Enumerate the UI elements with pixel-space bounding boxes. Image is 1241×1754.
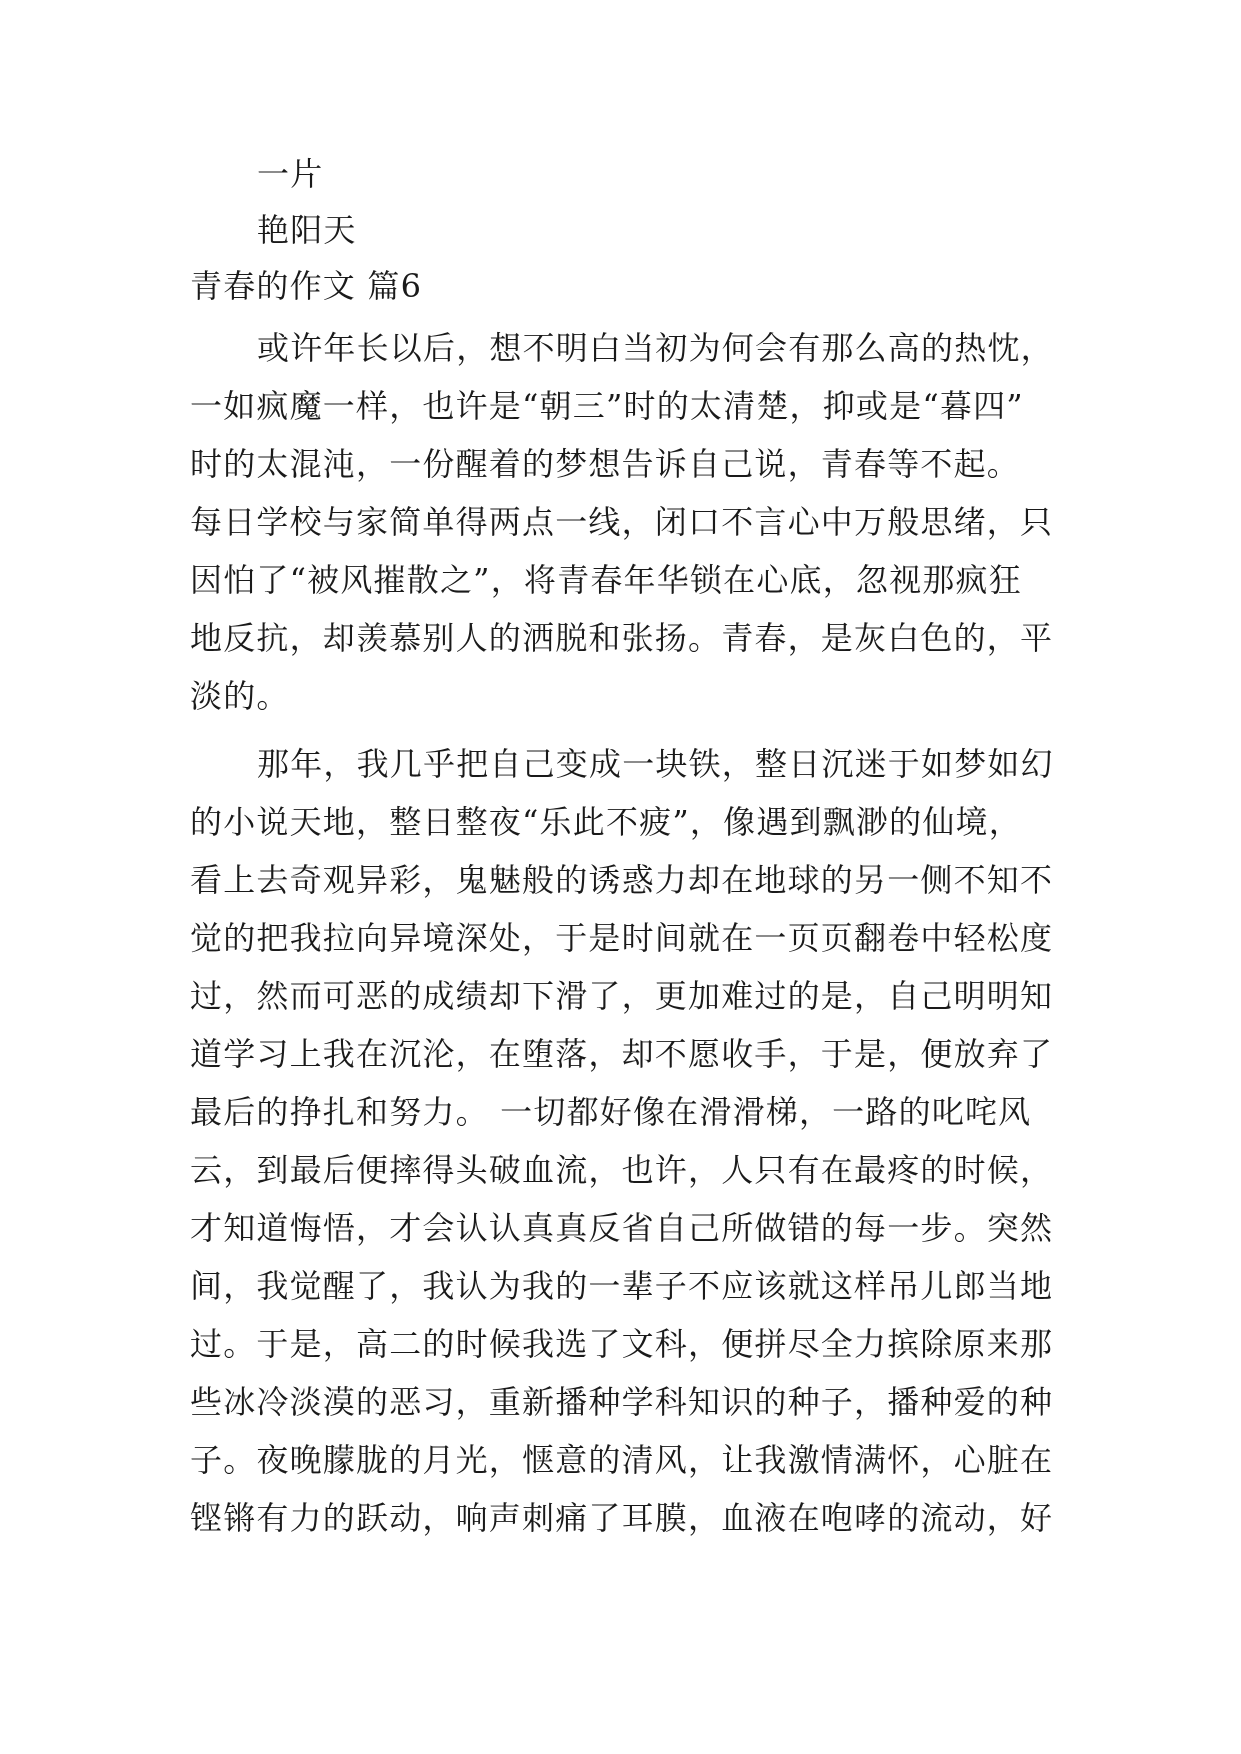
paragraph-line: 因怕了“被风摧散之”，将青春年华锁在心底，忽视那疯狂 (190, 561, 1022, 599)
paragraph-line: 每日学校与家简单得两点一线，闭口不言心中万般思绪，只 (190, 503, 1054, 541)
paragraph-line: 过，然而可恶的成绩却下滑了，更加难过的是，自己明明知 (190, 977, 1054, 1015)
paragraph-line: 看上去奇观异彩，鬼魅般的诱惑力却在地球的另一侧不知不 (190, 861, 1054, 899)
paragraph-line: 时的太混沌，一份醒着的梦想告诉自己说，青春等不起。 (190, 445, 1021, 483)
poem-line: 一片 (257, 155, 324, 193)
paragraph-line: 云，到最后便摔得头破血流，也许，人只有在最疼的时候， (190, 1151, 1054, 1189)
paragraph-line: 一如疯魔一样，也许是“朝三”时的太清楚，抑或是“暮四” (190, 387, 1024, 425)
paragraph-line: 铿锵有力的跃动，响声刺痛了耳膜，血液在咆哮的流动，好 (190, 1499, 1054, 1537)
poem-line: 艳阳天 (257, 211, 357, 249)
paragraph-line: 间，我觉醒了，我认为我的一辈子不应该就这样吊儿郎当地 (190, 1267, 1054, 1305)
paragraph-line: 那年，我几乎把自己变成一块铁，整日沉迷于如梦如幻 (257, 745, 1054, 783)
paragraph-line: 些冰冷淡漠的恶习，重新播种学科知识的种子，播种爱的种 (190, 1383, 1054, 1421)
paragraph-line: 最后的挣扎和努力。 一切都好像在滑滑梯，一路的叱咤风 (190, 1093, 1032, 1131)
paragraph-line: 或许年长以后，想不明白当初为何会有那么高的热忱， (257, 329, 1054, 367)
paragraph-line: 道学习上我在沉沦，在堕落，却不愿收手，于是，便放弃了 (190, 1035, 1054, 1073)
paragraph-line: 淡的。 (190, 677, 290, 715)
paragraph-line: 的小说天地，整日整夜“乐此不疲”，像遇到飘渺的仙境， (190, 803, 1022, 841)
paragraph-line: 才知道悔悟，才会认认真真反省自己所做错的每一步。突然 (190, 1209, 1054, 1247)
paragraph-line: 觉的把我拉向异境深处，于是时间就在一页页翻卷中轻松度 (190, 919, 1054, 957)
paragraph-line: 过。于是，高二的时候我选了文科，便拼尽全力摈除原来那 (190, 1325, 1054, 1363)
section-title: 青春的作文 篇6 (190, 267, 423, 305)
paragraph-line: 子。夜晚朦胧的月光，惬意的清风，让我激情满怀，心脏在 (190, 1441, 1054, 1479)
paragraph-line: 地反抗，却羡慕别人的洒脱和张扬。青春，是灰白色的，平 (190, 619, 1054, 657)
